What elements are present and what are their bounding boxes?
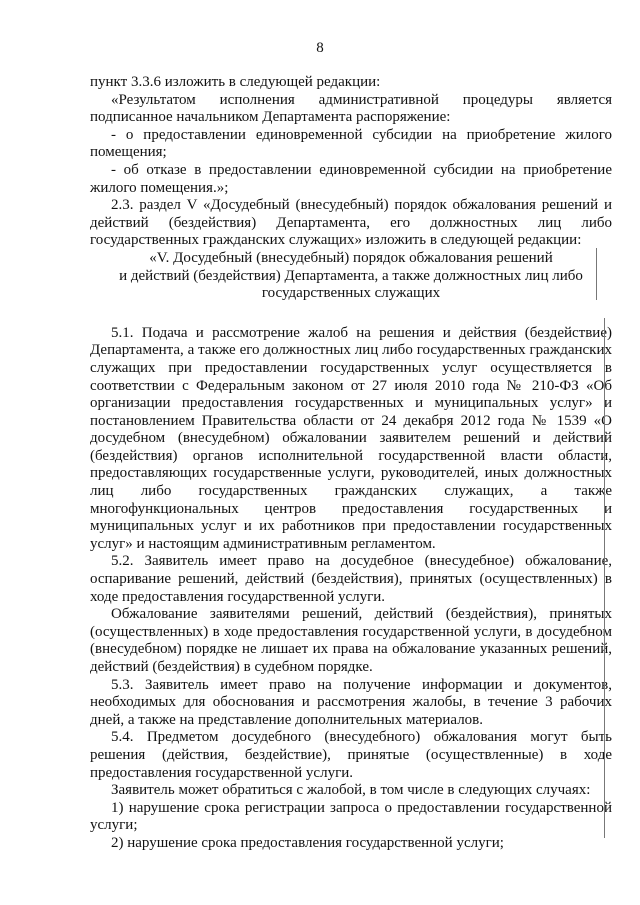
paragraph-5-4: 5.4. Предметом досудебного (внесудебного) обжалования могут быть решения (действия, бездействие), принятые (осуществленные) в ходе предоставления государственной услуги. <box>90 729 612 781</box>
scan-artifact-line <box>596 248 597 300</box>
paragraph-5-1: 5.1. Подача и рассмотрение жалоб на решения и действия (бездействие) Департамента, а также его должностных лиц либо государственных гражданских служащих при предоставлении государственных услуг осуществляется в соответствии с Федеральным законом от 27 июля 2010 года № 210-ФЗ «Об организации предоставления государственных и муниципальных услуг» и постановлением Правительства области от 24 декабря 2012 года № 1539 «О досудебном (внесудебном) обжаловании заявителем решений и действий (бездействия) органов исполнительной государственной власти области, предоставляющих государственные услуги, руководителей, иных должностных лиц либо государственных гражданских служащих, а также многофункциональных центров предоставления государственных и муниципальных услуг и их работников при предоставлении государственных услуг» и настоящим административным регламентом. <box>90 324 612 552</box>
section-heading <box>90 250 612 303</box>
page-number: 8 <box>316 40 324 56</box>
document-body <box>90 74 612 853</box>
paragraph-5-2: 5.2. Заявитель имеет право на досудебное (внесудебное) обжалование, оспаривание решений, действий (бездействия), принятых (осуществленных) в ходе предоставления государственной услуги. <box>90 553 612 605</box>
intro-paragraph-3: - о предоставлении единовременной субсидии на приобретение жилого помещения; <box>90 126 612 161</box>
paragraph-appeal: Обжалование заявителями решений, действий (бездействия), принятых (осуществленных) в ходе предоставления государственной услуги, в досудебном (внесудебном) порядке не лишает их права на обжалование указанных решений, действий (бездействия) в судебном порядке. <box>90 606 612 675</box>
intro-paragraph-2: «Результатом исполнения административной процедуры является подписанное начальником Департамента распоряжение: <box>90 91 612 126</box>
section-heading-line-3: государственных служащих <box>261 285 441 302</box>
paragraph-5-3: 5.3. Заявитель имеет право на получение информации и документов, необходимых для обоснования и рассмотрения жалобы, в течение 3 рабочих дней, а также на представление дополнительных материалов. <box>90 676 612 728</box>
section-heading-line-2: и действий (бездействия) Департамента, а также должностных лиц либо <box>119 267 583 284</box>
intro-paragraph-1: пункт 3.3.6 изложить в следующей редакции: <box>90 74 381 90</box>
intro-paragraph-5: 2.3. раздел V «Досудебный (внесудебный) порядок обжалования решений и действий (бездействия) Департамента, его должностных лиц либо государственных гражданских служащих» изложить в следующей редакции: <box>90 197 612 249</box>
scan-artifact-line <box>604 318 605 838</box>
intro-paragraph-4: - об отказе в предоставлении единовременной субсидии на приобретение жилого помещения.»; <box>90 161 612 196</box>
paragraph-cases: Заявитель может обратиться с жалобой, в том числе в следующих случаях: <box>111 782 591 799</box>
paragraph-case-1: 1) нарушение срока регистрации запроса о предоставлении государственной услуги; <box>90 799 612 834</box>
paragraph-case-2: 2) нарушение срока предоставления государственной услуги; <box>111 834 504 851</box>
section-heading-line-1: «V. Досудебный (внесудебный) порядок обжалования решений <box>149 249 553 266</box>
